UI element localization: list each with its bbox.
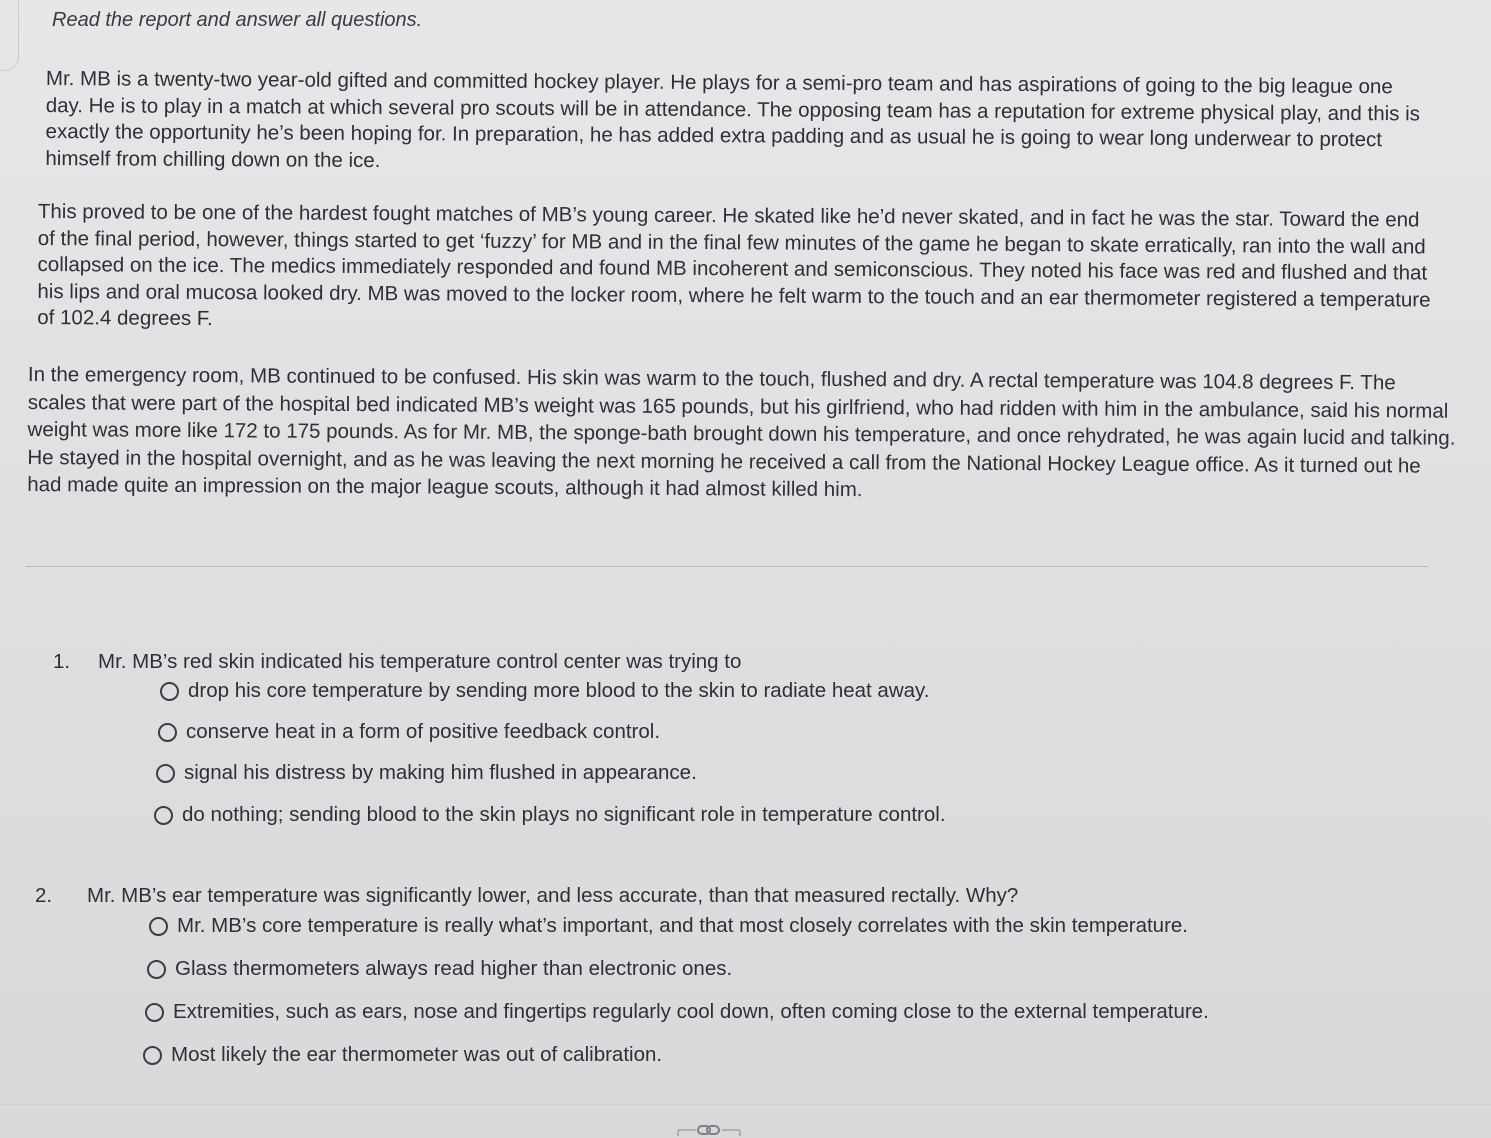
answer-option-label: drop his core temperature by sending more blood to the skin to radiate heat away. [188,679,930,702]
answer-option[interactable] [158,720,660,744]
question-number: 2. [35,884,53,907]
link-icon[interactable] [676,1120,742,1138]
answer-option[interactable] [147,957,732,981]
answer-option[interactable] [156,761,697,785]
report-paragraph-3: In the emergency room, MB continued to be confused. His skin was warm to the touch, flushed and dry. A rectal temperature was 104.8 degrees F. The scales that were part of the hospital bed indicated MB’s weight was 165 pounds, but his girlfriend, who had ridden with him in the ambulance, said his normal weight was more like 172 to 175 pounds. As for Mr. MB, the sponge-bath brought down his temperature, and once rehydrated, he was again lucid and talking. He stayed in the hospital overnight, and as he was leaving the next morning he received a call from the National Hockey League office. As it turned out he had made quite an impression on the major league scouts, although it had almost killed him. [27,362,1456,502]
answer-option-label: Most likely the ear thermometer was out of calibration. [171,1043,663,1066]
answer-option[interactable] [145,1000,1209,1024]
answer-option-label: do nothing; sending blood to the skin plays no significant role in temperature control. [182,803,946,826]
radio-circle-icon[interactable] [143,1046,162,1065]
radio-circle-icon[interactable] [156,764,175,783]
answer-option[interactable] [149,914,1188,938]
radio-circle-icon[interactable] [158,723,177,742]
answer-option[interactable] [154,803,946,827]
radio-circle-icon[interactable] [149,917,168,936]
radio-circle-icon[interactable] [154,806,173,825]
question-text: Mr. MB’s red skin indicated his temperature control center was trying to [98,650,742,673]
radio-circle-icon[interactable] [147,960,166,979]
answer-option-label: Mr. MB’s core temperature is really what’s important, and that most closely correlates with the skin temperature. [177,914,1188,937]
answer-option-label: Extremities, such as ears, nose and fingertips regularly cool down, often coming close to the external temperature. [173,1000,1209,1023]
footer-divider [0,1104,1491,1105]
section-divider [26,566,1428,567]
report-paragraph-2: This proved to be one of the hardest fought matches of MB’s young career. He skated like he’d never skated, and in fact he was the star. Toward the end of the final period, however, things started to get ‘fuzzy’ for MB and in the final few minutes of the game he began to skate erratically, ran into the wall and collapsed on the ice. The medics immediately responded and found MB incoherent and semiconscious. They noted his face was red and flushed and that his lips and oral mucosa looked dry. MB was moved to the locker room, where he felt warm to the touch and an ear thermometer registered a temperature of 102.4 degrees F. [37,199,1431,331]
answer-option-label: signal his distress by making him flushed in appearance. [184,761,697,784]
answer-option[interactable] [160,679,929,703]
instructions-text: Read the report and answer all questions. [52,9,423,31]
page-edge [0,0,19,71]
question-text: Mr. MB’s ear temperature was significantly lower, and less accurate, than that measured rectally. Why? [87,884,1019,907]
answer-option-label: Glass thermometers always read higher than electronic ones. [175,957,733,980]
radio-circle-icon[interactable] [145,1003,164,1022]
report-paragraph-1: Mr. MB is a twenty-two year-old gifted and committed hockey player. He plays for a semi-pro team and has aspirations of going to the big league one day. He is to play in a match at which several pro scouts will be in attendance. The opposing team has a reputation for extreme physical play, and this is exactly the opportunity he’s been hoping for. In preparation, he has added extra padding and as usual he is going to wear long underwear to protect himself from chilling down on the ice. [45,66,1421,172]
answer-option[interactable] [143,1043,662,1067]
radio-circle-icon[interactable] [160,682,179,701]
question-number: 1. [53,650,71,673]
answer-option-label: conserve heat in a form of positive feedback control. [186,720,661,743]
